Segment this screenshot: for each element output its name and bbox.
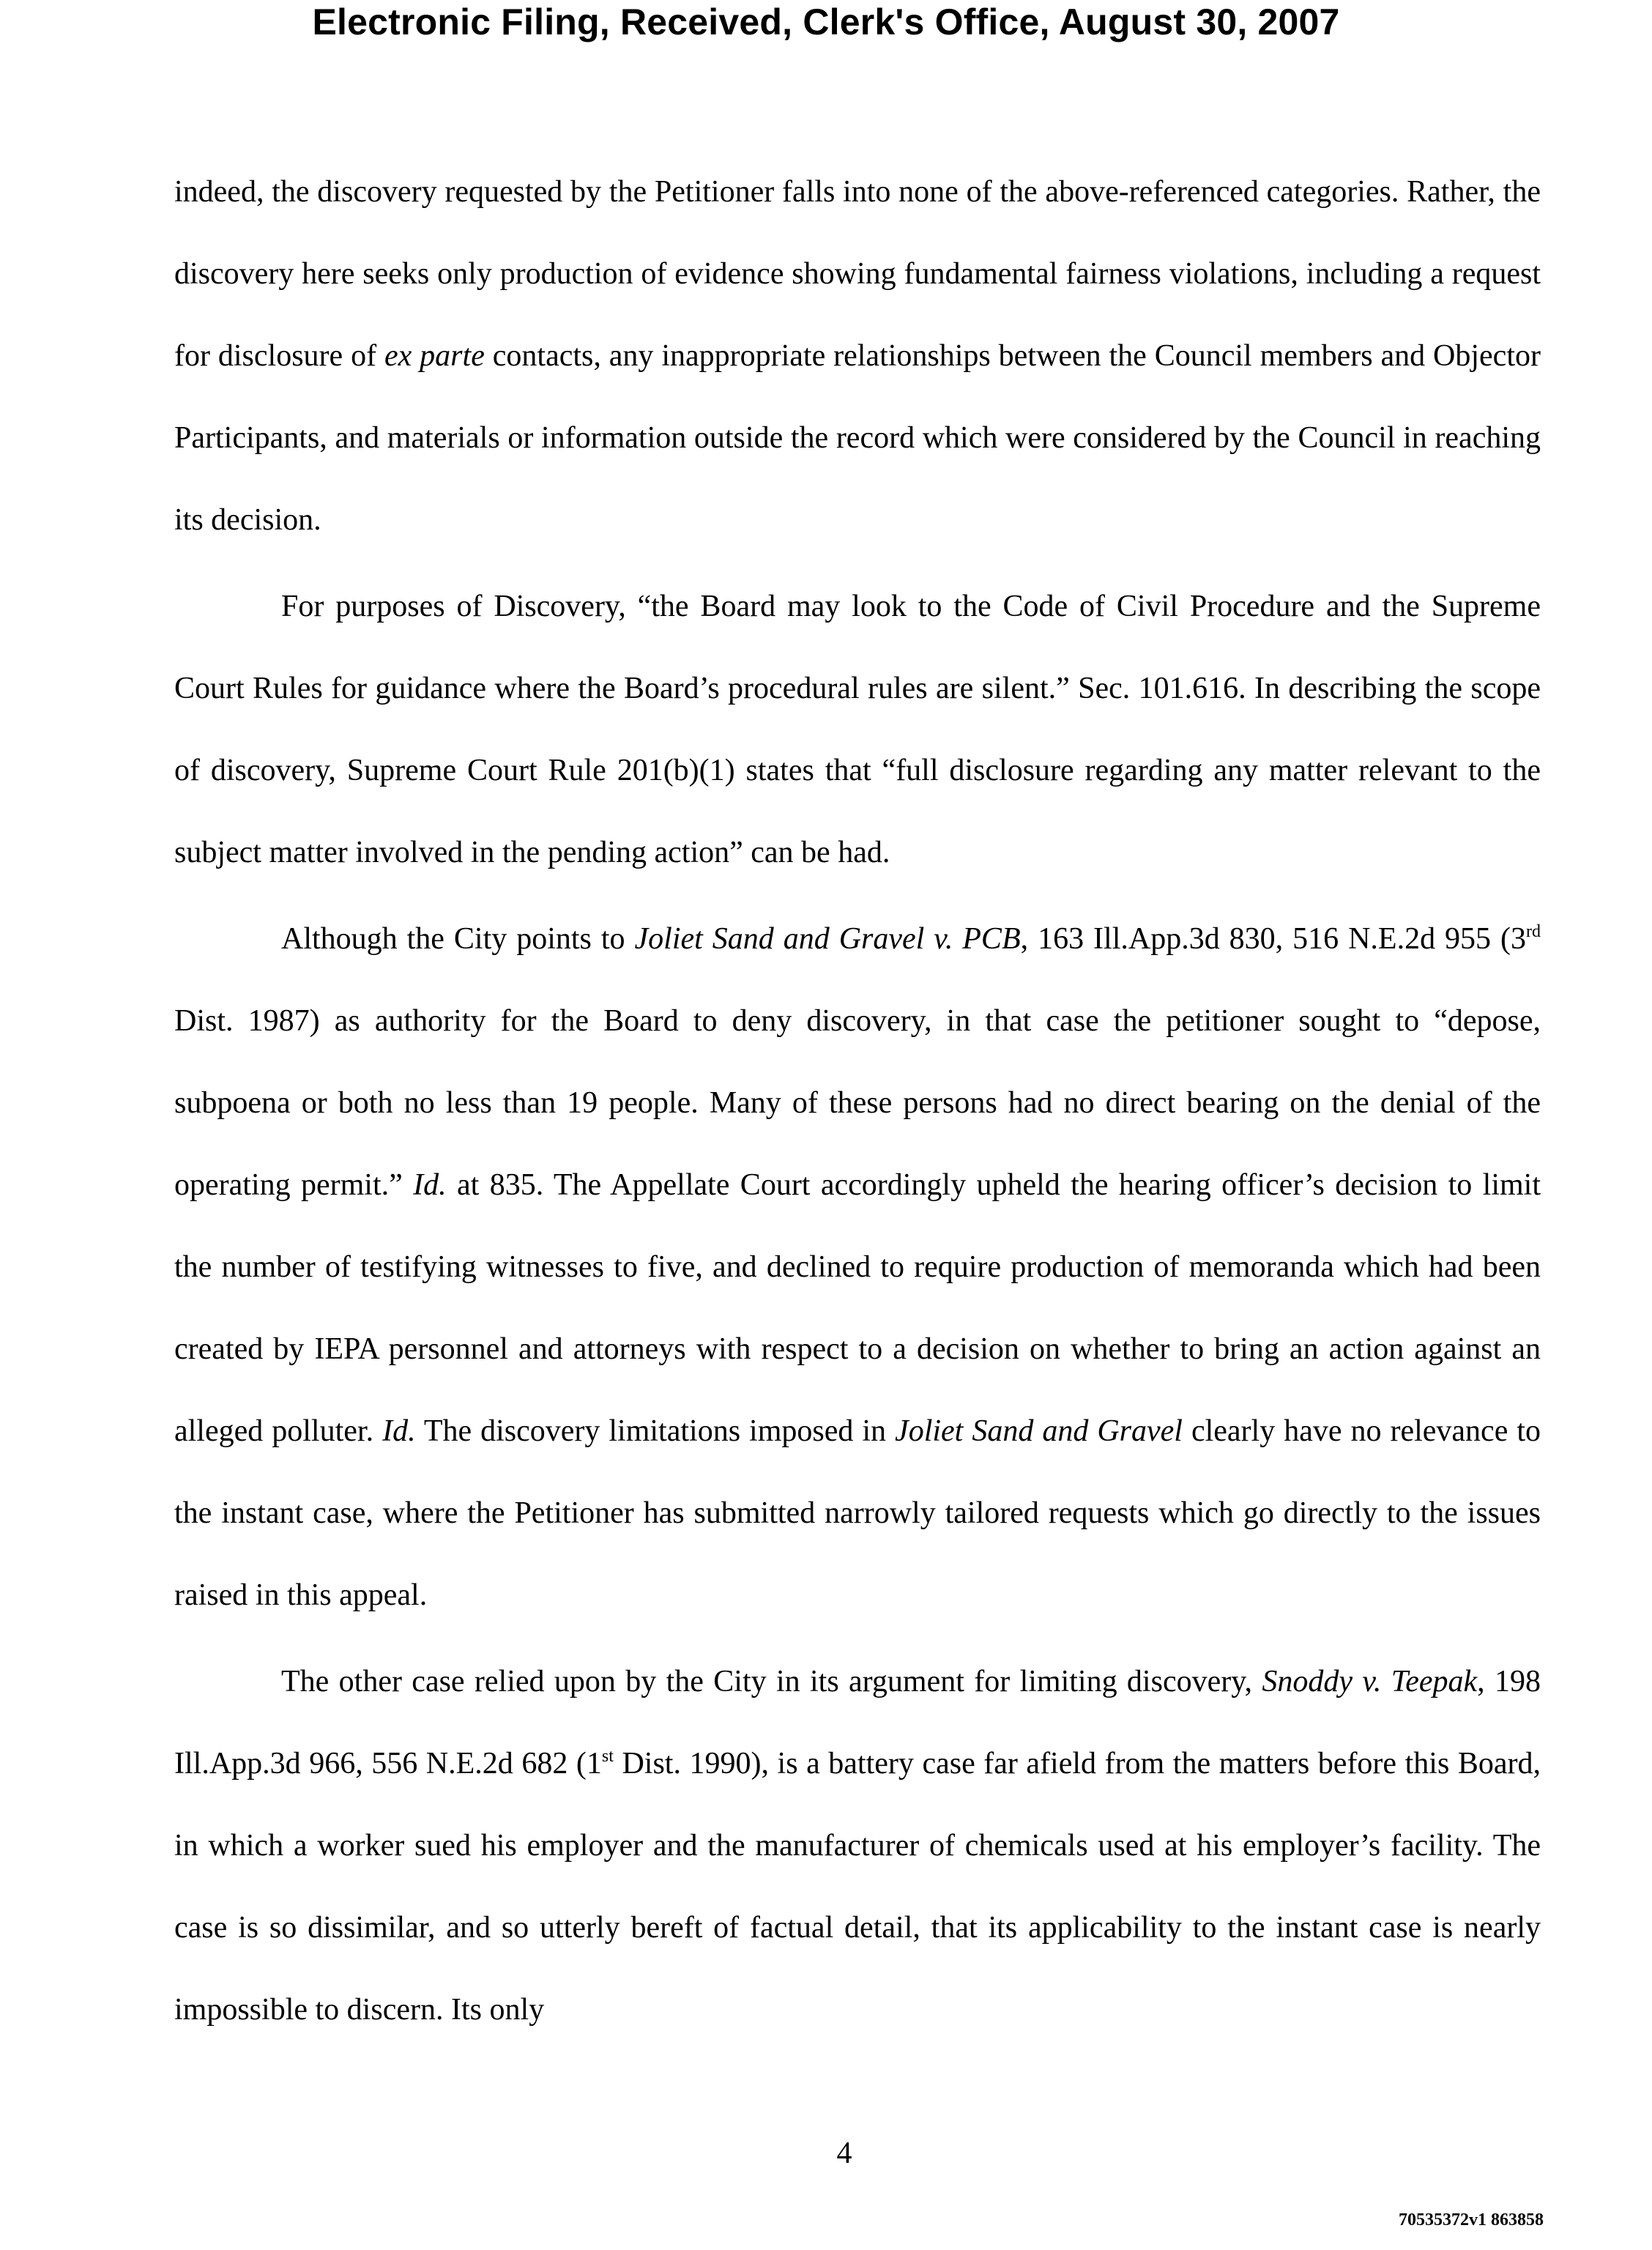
paragraph-text: contacts, any inappropriate relationships between the Council members and Objector Participants, and materials or information outside the record which were considered by the Council in reaching its decision. xyxy=(174,339,1541,537)
paragraph-text: Although the City points to xyxy=(281,922,635,956)
page-number: 4 xyxy=(836,2136,852,2170)
case-citation: Joliet Sand and Gravel xyxy=(895,1414,1183,1448)
case-citation: Id. xyxy=(382,1414,416,1448)
document-id: 70535372v1 863858 xyxy=(1399,2210,1544,2229)
paragraph-text: Dist. 1987) as authority for the Board to deny discovery, in that case the petitioner sought to “depose, subpoena or both no less than 19 people. Many of these persons had no direct bearing on the denial of the operating permit.” xyxy=(174,1004,1541,1202)
case-citation: Id. xyxy=(413,1168,447,1202)
paragraph-text: The discovery limitations imposed in xyxy=(415,1414,896,1448)
paragraph-text: clearly have no relevance to the instant case, where the Petitioner has submitted narrowly tailored requests which go directly to the issues raised in this appeal. xyxy=(174,1414,1541,1612)
paragraph-text: For purposes of Discovery, “the Board may look to the Code of Civil Procedure and the Supreme Court Rules for guidance where the Board’s procedural rules are silent.” Sec. 101.616. In describing the scope of discovery, Supreme Court Rule 201(b)(1) states that “full disclosure regarding any matter relevant to the subject matter involved in the pending action” can be had. xyxy=(174,590,1541,869)
paragraph-text: , 163 Ill.App.3d 830, 516 N.E.2d 955 (3 xyxy=(1020,922,1526,956)
paragraph-text: indeed, the discovery requested by the Petitioner falls into none of the above-referenced categories. Rather, the discovery here seeks only production of evidence showing fundamental fairness violations, including a request for disclosure of xyxy=(174,175,1541,373)
paragraph-text: The other case relied upon by the City in its argument for limiting discovery, xyxy=(281,1665,1262,1698)
paragraph-text: Dist. 1990), is a battery case far afield from the matters before this Board, in which a worker sued his employer and the manufacturer of chemicals used at his employer’s facility. The case is so dissimilar, and so utterly bereft of factual detail, that its applicability to the instant case is nearly impossible to discern. Its only xyxy=(174,1747,1541,2027)
case-citation: Joliet Sand and Gravel v. PCB xyxy=(634,922,1021,956)
document-body xyxy=(174,151,1541,2051)
paragraph-text: , 198 Ill.App.3d 966, 556 N.E.2d 682 (1 xyxy=(174,1665,1541,1781)
paragraph-text: at 835. The Appellate Court accordingly upheld the hearing officer’s decision to limit the number of testifying witnesses to five, and declined to require production of memoranda which had been created by IEPA personnel and attorneys with respect to a decision on whether to bring an action against an alleged polluter. xyxy=(174,1168,1541,1448)
paragraph-discovery-scope xyxy=(174,565,1541,894)
paragraph-continuation xyxy=(174,151,1541,561)
ordinal-superscript: st xyxy=(601,1747,614,1766)
ordinal-superscript: rd xyxy=(1526,922,1541,941)
filing-stamp-header: Electronic Filing, Received, Clerk's Office, August 30, 2007 xyxy=(312,1,1340,42)
case-citation: Snoddy v. Teepak xyxy=(1262,1665,1478,1698)
italic-term: ex parte xyxy=(384,339,485,373)
paragraph-joliet-case xyxy=(174,898,1541,1636)
paragraph-snoddy-case xyxy=(174,1641,1541,2051)
